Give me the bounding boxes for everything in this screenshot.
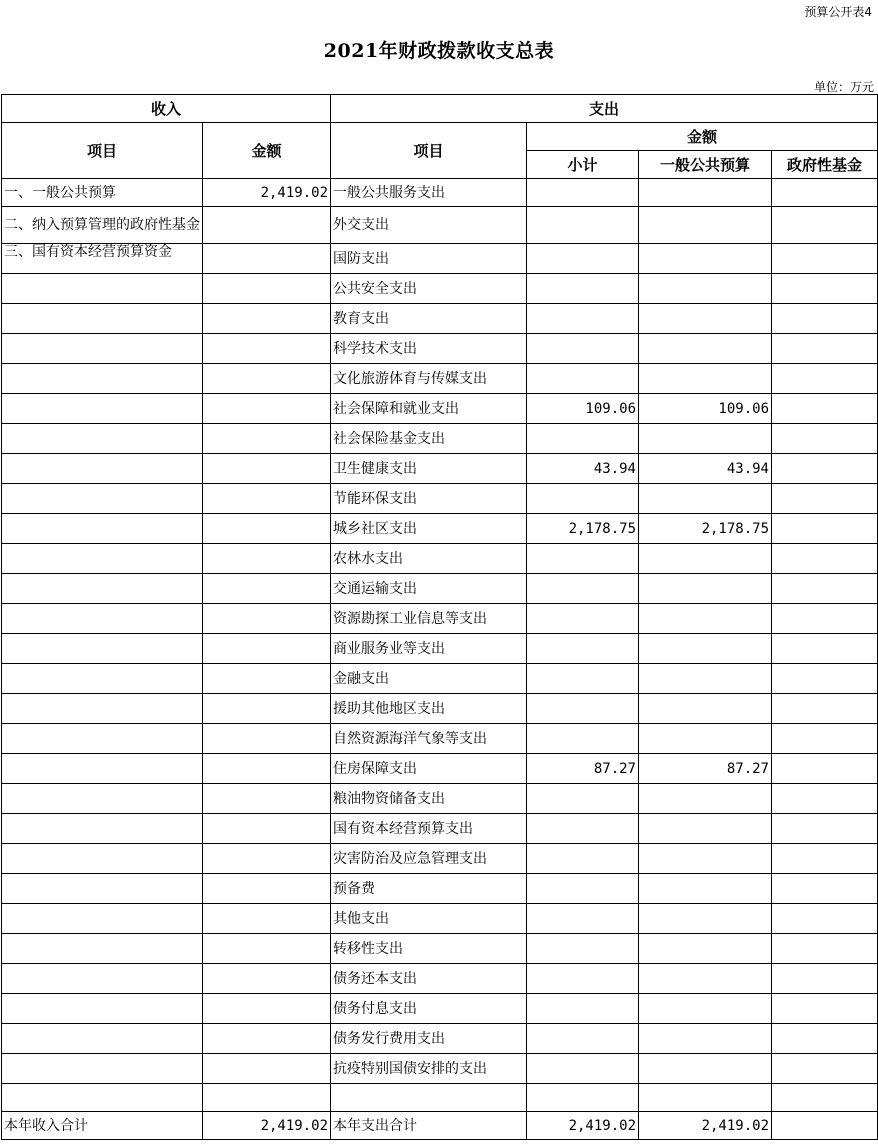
income-item-cell — [2, 364, 203, 394]
gov-fund-cell — [772, 179, 878, 207]
subtotal-cell — [527, 784, 639, 814]
gov-fund-cell — [772, 1024, 878, 1054]
income-total-amount: 2,419.02 — [203, 1112, 331, 1140]
income-amount-cell — [203, 784, 331, 814]
table-row — [2, 964, 878, 994]
header-row-top — [2, 95, 878, 123]
subtotal-cell — [527, 334, 639, 364]
budget-table — [1, 94, 878, 1140]
income-amount-cell — [203, 424, 331, 454]
income-amount-cell — [203, 1024, 331, 1054]
table-row — [2, 754, 878, 784]
income-amount-cell — [203, 1084, 331, 1112]
table-row — [2, 514, 878, 544]
expense-item-cell: 卫生健康支出 — [331, 454, 527, 484]
gov-fund-cell — [772, 814, 878, 844]
expense-item-cell: 债务还本支出 — [331, 964, 527, 994]
general-budget-cell: 2,178.75 — [639, 514, 772, 544]
income-amount-cell — [203, 964, 331, 994]
general-budget-cell — [639, 994, 772, 1024]
table-row — [2, 364, 878, 394]
income-amount-cell — [203, 274, 331, 304]
table-row — [2, 1084, 878, 1112]
general-budget-cell — [639, 304, 772, 334]
income-amount-cell — [203, 304, 331, 334]
income-item-cell: 一、一般公共预算 — [2, 179, 203, 207]
gov-fund-cell — [772, 454, 878, 484]
income-amount-cell — [203, 934, 331, 964]
general-budget-cell — [639, 604, 772, 634]
gov-fund-cell — [772, 394, 878, 424]
subtotal-cell — [527, 244, 639, 274]
expense-item-cell: 公共安全支出 — [331, 274, 527, 304]
subtotal-cell — [527, 934, 639, 964]
general-budget-total: 2,419.02 — [639, 1112, 772, 1140]
income-item-cell — [2, 814, 203, 844]
income-item-cell — [2, 544, 203, 574]
income-amount-cell — [203, 814, 331, 844]
gov-fund-cell — [772, 424, 878, 454]
gov-fund-cell — [772, 574, 878, 604]
general-budget-cell — [639, 724, 772, 754]
income-item-cell — [2, 634, 203, 664]
table-row — [2, 179, 878, 207]
gov-fund-cell — [772, 694, 878, 724]
income-amount-cell — [203, 874, 331, 904]
expense-item-cell: 外交支出 — [331, 207, 527, 244]
gov-fund-cell — [772, 484, 878, 514]
subtotal-cell — [527, 874, 639, 904]
income-amount-cell — [203, 634, 331, 664]
gov-fund-cell — [772, 364, 878, 394]
general-budget-cell — [639, 904, 772, 934]
table-row — [2, 484, 878, 514]
subtotal-cell: 87.27 — [527, 754, 639, 784]
income-amount-cell — [203, 364, 331, 394]
gov-fund-header: 政府性基金 — [772, 151, 878, 179]
income-item-cell — [2, 424, 203, 454]
page-title: 2021年财政拨款收支总表 — [323, 40, 555, 62]
general-budget-cell — [639, 484, 772, 514]
general-budget-cell — [639, 244, 772, 274]
general-budget-cell — [639, 274, 772, 304]
expense-item-cell: 抗疫特别国债安排的支出 — [331, 1054, 527, 1084]
table-row — [2, 784, 878, 814]
gov-fund-total — [772, 1112, 878, 1140]
expense-item-cell: 社会保障和就业支出 — [331, 394, 527, 424]
subtotal-total: 2,419.02 — [527, 1112, 639, 1140]
subtotal-cell — [527, 1054, 639, 1084]
table-row — [2, 304, 878, 334]
general-budget-cell — [639, 874, 772, 904]
table-row — [2, 454, 878, 484]
subtotal-cell — [527, 994, 639, 1024]
income-amount-cell — [203, 394, 331, 424]
subtotal-cell — [527, 484, 639, 514]
income-item-cell — [2, 274, 203, 304]
income-item-cell: 三、国有资本经营预算资金 — [2, 244, 203, 274]
income-amount-cell — [203, 664, 331, 694]
table-row — [2, 574, 878, 604]
general-budget-cell — [639, 544, 772, 574]
gov-fund-cell — [772, 274, 878, 304]
gov-fund-cell — [772, 664, 878, 694]
income-item-cell — [2, 574, 203, 604]
gov-fund-cell — [772, 514, 878, 544]
table-row — [2, 814, 878, 844]
income-item-cell — [2, 874, 203, 904]
subtotal-cell — [527, 1084, 639, 1112]
income-amount-cell — [203, 994, 331, 1024]
gov-fund-cell — [772, 754, 878, 784]
gov-fund-cell — [772, 207, 878, 244]
gov-fund-cell — [772, 244, 878, 274]
general-budget-cell — [639, 574, 772, 604]
header-row-middle — [2, 123, 878, 151]
subtotal-cell: 2,178.75 — [527, 514, 639, 544]
general-budget-cell: 87.27 — [639, 754, 772, 784]
table-row — [2, 394, 878, 424]
subtotal-cell — [527, 304, 639, 334]
table-row — [2, 724, 878, 754]
income-item-cell — [2, 334, 203, 364]
income-item-cell — [2, 994, 203, 1024]
subtotal-cell: 109.06 — [527, 394, 639, 424]
income-item-cell — [2, 934, 203, 964]
subtotal-cell — [527, 424, 639, 454]
expense-item-cell: 科学技术支出 — [331, 334, 527, 364]
subtotal-cell — [527, 604, 639, 634]
table-row — [2, 274, 878, 304]
table-row — [2, 544, 878, 574]
subtotal-cell — [527, 179, 639, 207]
expense-item-cell — [331, 1084, 527, 1112]
income-item-cell — [2, 394, 203, 424]
expense-item-cell: 商业服务业等支出 — [331, 634, 527, 664]
gov-fund-cell — [772, 994, 878, 1024]
gov-fund-cell — [772, 904, 878, 934]
table-row — [2, 424, 878, 454]
gov-fund-cell — [772, 874, 878, 904]
subtotal-cell — [527, 574, 639, 604]
subtotal-cell — [527, 844, 639, 874]
expense-item-cell: 资源勘探工业信息等支出 — [331, 604, 527, 634]
expense-amount-header: 金额 — [527, 123, 878, 151]
gov-fund-cell — [772, 934, 878, 964]
gov-fund-cell — [772, 1084, 878, 1112]
general-budget-cell — [639, 334, 772, 364]
income-item-cell — [2, 754, 203, 784]
general-budget-cell — [639, 1024, 772, 1054]
income-amount-cell — [203, 1054, 331, 1084]
gov-fund-cell — [772, 1054, 878, 1084]
general-budget-cell — [639, 1054, 772, 1084]
income-amount-cell — [203, 694, 331, 724]
income-item-cell — [2, 514, 203, 544]
table-row — [2, 934, 878, 964]
income-item-cell: 二、纳入预算管理的政府性基金 — [2, 207, 203, 244]
expense-item-cell: 金融支出 — [331, 664, 527, 694]
income-item-header: 项目 — [2, 123, 203, 179]
general-budget-cell — [639, 634, 772, 664]
expense-item-cell: 文化旅游体育与传媒支出 — [331, 364, 527, 394]
income-item-cell — [2, 964, 203, 994]
income-header: 收入 — [2, 95, 331, 123]
expense-item-cell: 灾害防治及应急管理支出 — [331, 844, 527, 874]
gov-fund-cell — [772, 724, 878, 754]
subtotal-cell — [527, 814, 639, 844]
income-amount-cell — [203, 844, 331, 874]
general-budget-cell — [639, 814, 772, 844]
income-item-cell — [2, 694, 203, 724]
subtotal-cell — [527, 1024, 639, 1054]
table-row — [2, 1024, 878, 1054]
income-item-cell — [2, 1024, 203, 1054]
expense-item-cell: 转移性支出 — [331, 934, 527, 964]
income-item-cell — [2, 604, 203, 634]
expense-item-cell: 债务付息支出 — [331, 994, 527, 1024]
general-budget-cell — [639, 964, 772, 994]
general-budget-cell: 43.94 — [639, 454, 772, 484]
general-budget-cell — [639, 424, 772, 454]
income-total-label: 本年收入合计 — [2, 1112, 203, 1140]
expense-item-cell: 交通运输支出 — [331, 574, 527, 604]
subtotal-cell — [527, 634, 639, 664]
expense-item-cell: 自然资源海洋气象等支出 — [331, 724, 527, 754]
income-amount-cell — [203, 724, 331, 754]
expense-item-cell: 债务发行费用支出 — [331, 1024, 527, 1054]
expense-item-cell: 教育支出 — [331, 304, 527, 334]
expense-item-cell: 国有资本经营预算支出 — [331, 814, 527, 844]
gov-fund-cell — [772, 304, 878, 334]
subtotal-cell — [527, 207, 639, 244]
income-amount-cell — [203, 484, 331, 514]
expense-item-cell: 农林水支出 — [331, 544, 527, 574]
expense-item-cell: 城乡社区支出 — [331, 514, 527, 544]
gov-fund-cell — [772, 334, 878, 364]
subtotal-cell — [527, 274, 639, 304]
general-budget-cell — [639, 364, 772, 394]
general-budget-cell — [639, 844, 772, 874]
income-amount-header: 金额 — [203, 123, 331, 179]
income-item-cell — [2, 904, 203, 934]
income-amount-cell: 2,419.02 — [203, 179, 331, 207]
income-amount-cell — [203, 904, 331, 934]
general-budget-cell: 109.06 — [639, 394, 772, 424]
income-item-cell — [2, 304, 203, 334]
income-item-cell — [2, 484, 203, 514]
expense-item-cell: 节能环保支出 — [331, 484, 527, 514]
general-budget-cell — [639, 179, 772, 207]
subtotal-cell: 43.94 — [527, 454, 639, 484]
income-item-cell — [2, 724, 203, 754]
expense-item-cell: 预备费 — [331, 874, 527, 904]
income-item-cell — [2, 664, 203, 694]
total-row — [2, 1112, 878, 1140]
expense-item-cell: 社会保险基金支出 — [331, 424, 527, 454]
subtotal-cell — [527, 664, 639, 694]
income-amount-cell — [203, 244, 331, 274]
table-row — [2, 604, 878, 634]
subtotal-cell — [527, 364, 639, 394]
table-row — [2, 1054, 878, 1084]
income-item-cell — [2, 454, 203, 484]
table-row — [2, 694, 878, 724]
gov-fund-cell — [772, 784, 878, 814]
table-row — [2, 664, 878, 694]
subtotal-cell — [527, 724, 639, 754]
expense-item-cell: 国防支出 — [331, 244, 527, 274]
table-row — [2, 904, 878, 934]
income-amount-cell — [203, 454, 331, 484]
subtotal-cell — [527, 694, 639, 724]
general-budget-cell — [639, 784, 772, 814]
income-amount-cell — [203, 574, 331, 604]
unit-label: 单位：万元 — [813, 80, 874, 94]
general-budget-cell — [639, 934, 772, 964]
income-amount-cell — [203, 544, 331, 574]
subtotal-cell — [527, 544, 639, 574]
table-row — [2, 207, 878, 244]
general-budget-header: 一般公共预算 — [639, 151, 772, 179]
income-amount-cell — [203, 604, 331, 634]
table-row — [2, 994, 878, 1024]
general-budget-cell — [639, 664, 772, 694]
income-item-cell — [2, 1054, 203, 1084]
subtotal-cell — [527, 964, 639, 994]
income-item-cell — [2, 844, 203, 874]
income-item-cell — [2, 784, 203, 814]
expense-item-header: 项目 — [331, 123, 527, 179]
expense-item-cell: 粮油物资储备支出 — [331, 784, 527, 814]
table-row — [2, 844, 878, 874]
expense-total-label: 本年支出合计 — [331, 1112, 527, 1140]
income-item-cell — [2, 1084, 203, 1112]
gov-fund-cell — [772, 964, 878, 994]
general-budget-cell — [639, 694, 772, 724]
expense-item-cell: 援助其他地区支出 — [331, 694, 527, 724]
income-amount-cell — [203, 754, 331, 784]
gov-fund-cell — [772, 844, 878, 874]
income-amount-cell — [203, 334, 331, 364]
table-row — [2, 244, 878, 274]
subtotal-header: 小计 — [527, 151, 639, 179]
expense-item-cell: 住房保障支出 — [331, 754, 527, 784]
table-row — [2, 874, 878, 904]
subtotal-cell — [527, 904, 639, 934]
income-amount-cell — [203, 514, 331, 544]
expense-item-cell: 一般公共服务支出 — [331, 179, 527, 207]
general-budget-cell — [639, 207, 772, 244]
general-budget-cell — [639, 1084, 772, 1112]
income-amount-cell — [203, 207, 331, 244]
expense-header: 支出 — [331, 95, 878, 123]
gov-fund-cell — [772, 544, 878, 574]
table-row — [2, 634, 878, 664]
expense-item-cell: 其他支出 — [331, 904, 527, 934]
document-label: 预算公开表4 — [804, 5, 872, 19]
gov-fund-cell — [772, 634, 878, 664]
table-row — [2, 334, 878, 364]
gov-fund-cell — [772, 604, 878, 634]
